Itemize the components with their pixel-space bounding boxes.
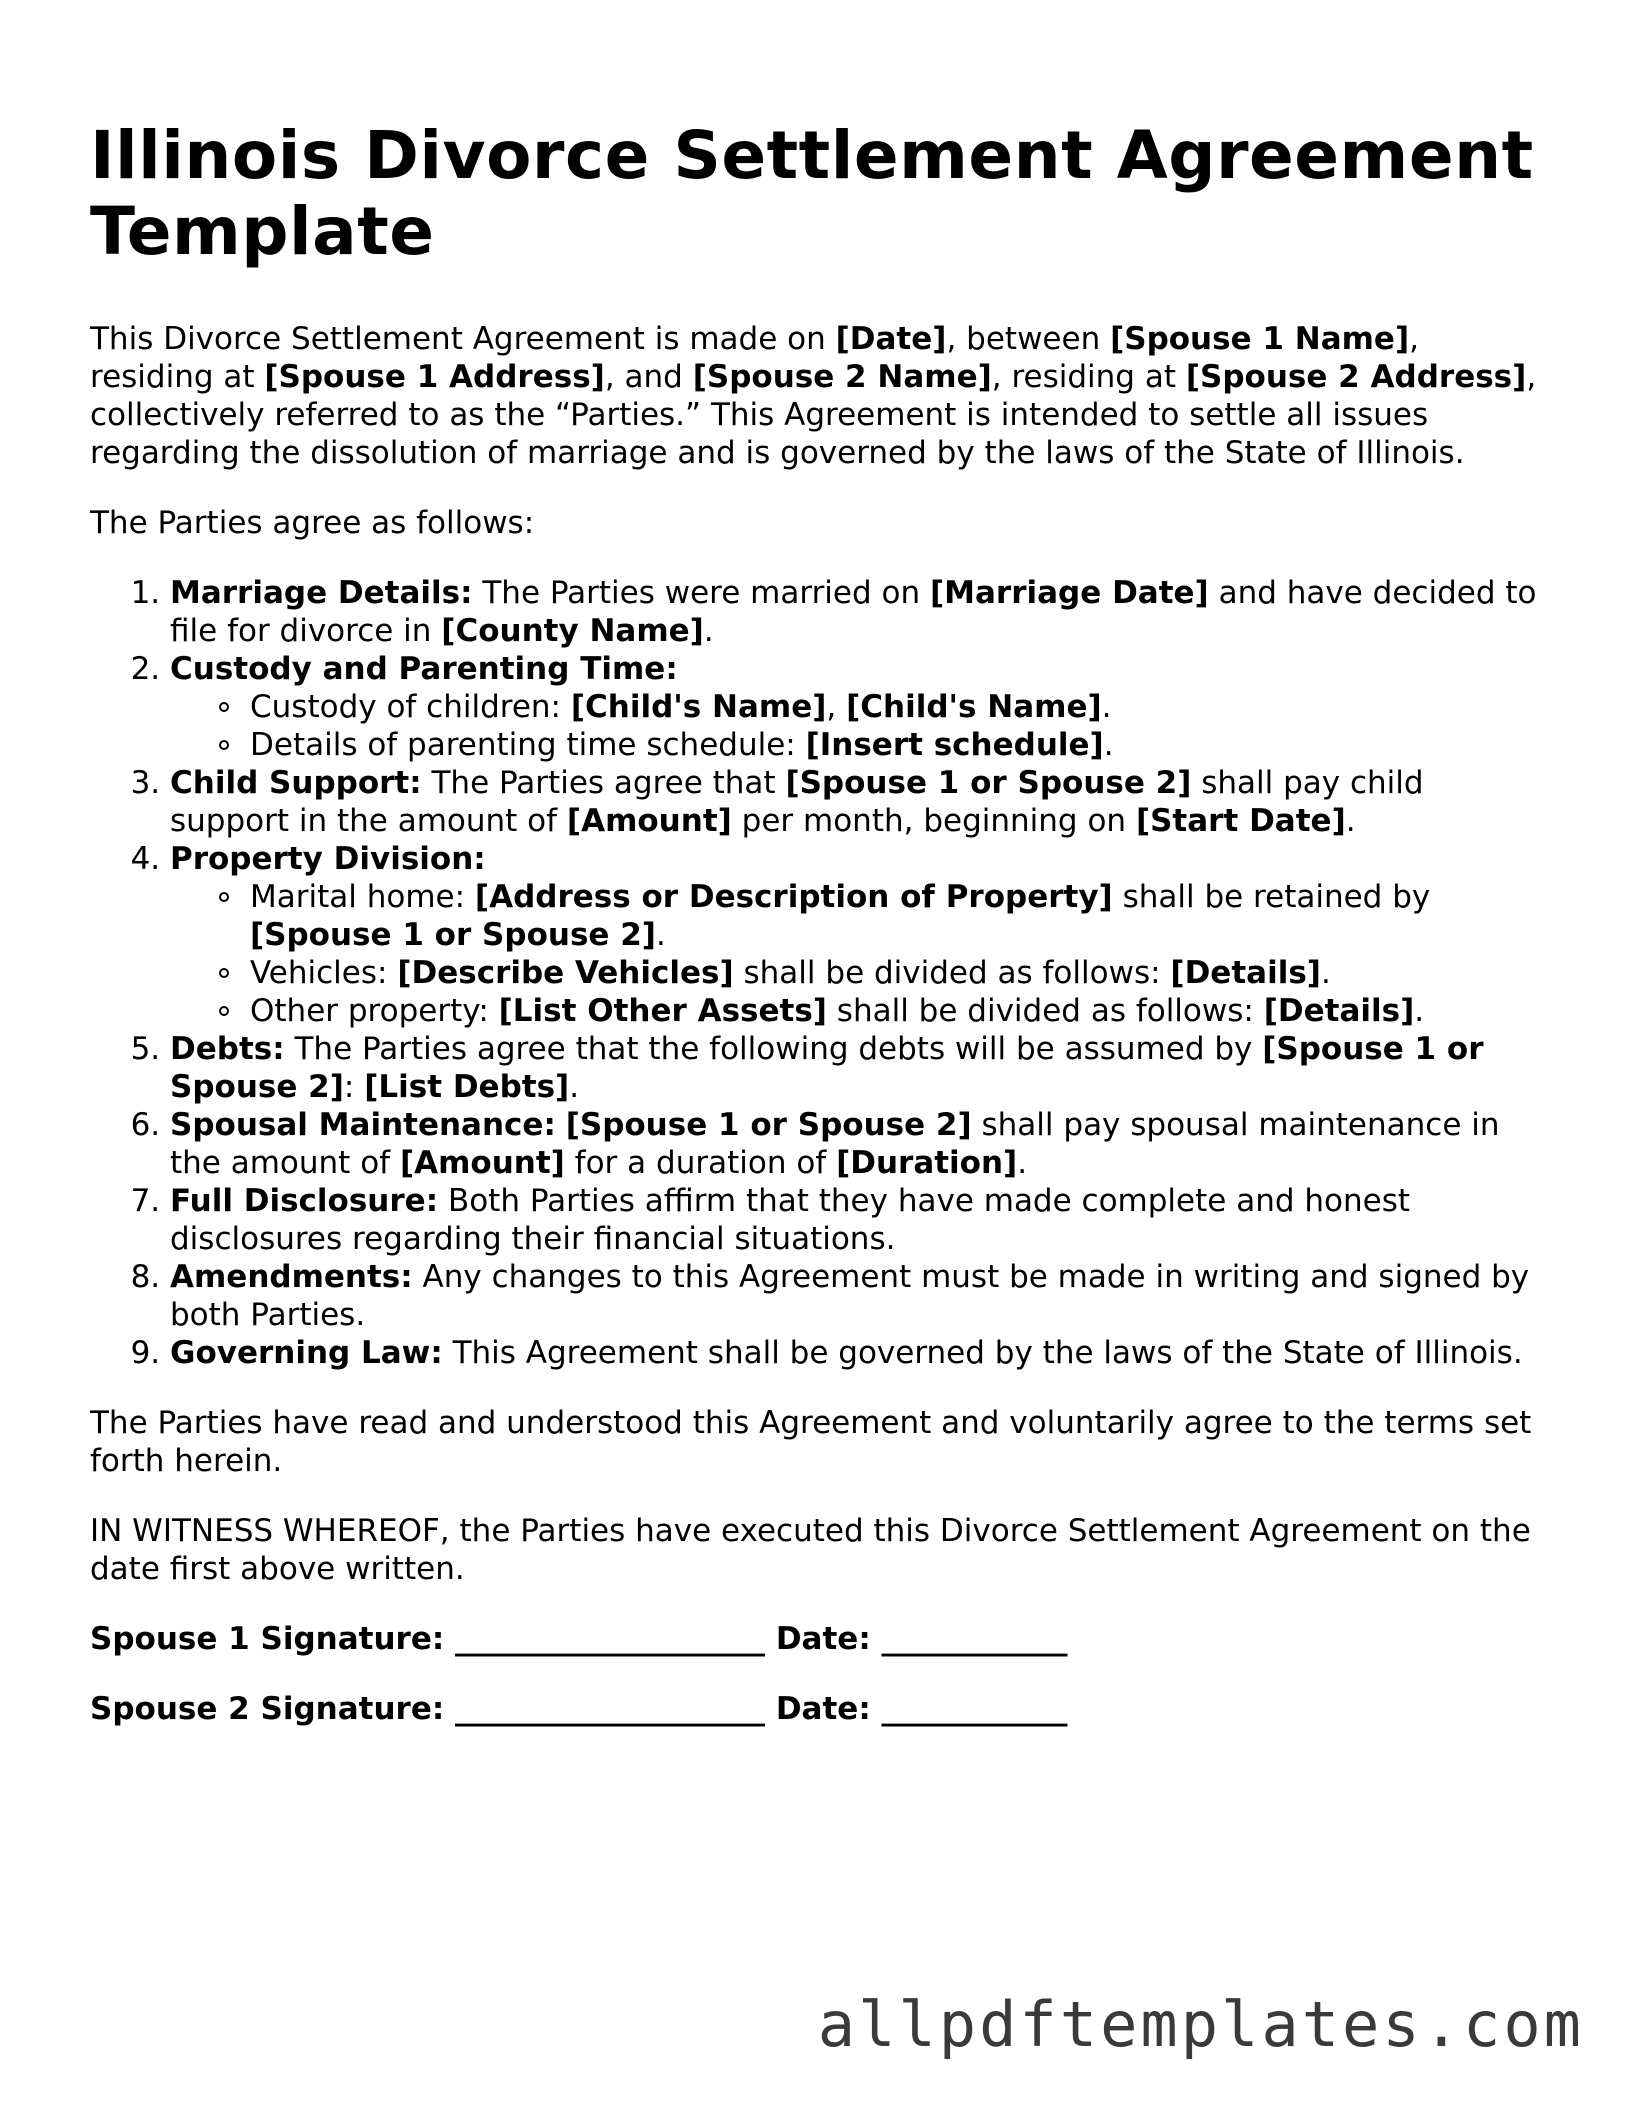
term-text: Marital home: <box>250 879 475 915</box>
assets-placeholder: [List Other Assets] <box>498 993 827 1029</box>
term-label: Full Disclosure: <box>170 1183 439 1219</box>
term-text: Other property: <box>250 993 499 1029</box>
child-name-placeholder: [Child's Name] <box>570 689 827 725</box>
spouse2-name-placeholder: [Spouse 2 Name] <box>692 359 992 395</box>
term-text: . <box>1101 689 1112 725</box>
amount-placeholder: [Amount] <box>566 803 732 839</box>
term-text: . <box>1017 1145 1028 1181</box>
sublist-item <box>250 878 1550 954</box>
term-text: . <box>1103 727 1114 763</box>
intro-text: , residing at <box>90 321 1419 395</box>
term-text: The Parties agree that the following debts will be assumed by <box>284 1031 1263 1067</box>
sublist-item <box>250 726 1550 764</box>
term-text: : <box>343 1069 365 1105</box>
term-text: Both Parties affirm that they have made complete and honest disclosures regarding their financial situations. <box>170 1183 1411 1257</box>
duration-placeholder: [Duration] <box>836 1145 1018 1181</box>
term-text: Custody of children: <box>250 689 571 725</box>
term-text: The Parties were married on <box>472 575 930 611</box>
term-text: Vehicles: <box>250 955 398 991</box>
spouse1-address-placeholder: [Spouse 1 Address] <box>264 359 605 395</box>
intro-paragraph <box>90 320 1550 472</box>
term-text: . <box>1414 993 1425 1029</box>
intro-text: , between <box>946 321 1111 357</box>
term-label: Marriage Details: <box>170 575 473 611</box>
spouse-placeholder: [Spouse 1 or Spouse 2] <box>250 917 656 953</box>
start-date-placeholder: [Start Date] <box>1135 803 1346 839</box>
term-debts <box>170 1030 1550 1106</box>
page-title: Illinois Divorce Settlement Agreement Template <box>90 117 1534 270</box>
term-governing-law <box>170 1334 1550 1372</box>
amount-placeholder: [Amount] <box>399 1145 565 1181</box>
witness-line: IN WITNESS WHEREOF, the Parties have executed this Divorce Settlement Agreement on the date first above written. <box>90 1513 1531 1587</box>
term-label: Governing Law: <box>170 1335 443 1371</box>
term-text: and have decided to file for divorce in <box>170 575 1537 649</box>
term-text <box>556 1107 566 1143</box>
spouse2-address-placeholder: [Spouse 2 Address] <box>1185 359 1527 395</box>
term-text: shall pay child support in the amount of <box>170 765 1424 839</box>
child-name-placeholder: [Child's Name] <box>846 689 1102 725</box>
sublist-item <box>250 688 1550 726</box>
details-placeholder: [Details] <box>1263 993 1415 1029</box>
read-line: The Parties have read and understood this Agreement and voluntarily agree to the terms set forth herein. <box>90 1405 1532 1479</box>
spouse1-signature-line[interactable]: Spouse 1 Signature: ____________________ Date: ____________ <box>90 1621 1068 1657</box>
sublist-item <box>250 992 1550 1030</box>
term-text: . <box>569 1069 580 1105</box>
payer-placeholder: [Spouse 1 or Spouse 2] <box>785 765 1192 801</box>
term-label: Child Support: <box>170 765 422 801</box>
property-placeholder: [Address or Description of Property] <box>474 879 1113 915</box>
sublist-item <box>250 954 1550 992</box>
intro-text: , collectively referred to as the “Parties.” This Agreement is intended to settle all issues regarding the dissolution of marriage and is governed by the laws of the State of Illinois. <box>90 359 1537 471</box>
term-label: Debts: <box>170 1031 285 1067</box>
term-text: shall pay spousal maintenance in the amount of <box>170 1107 1500 1181</box>
date-placeholder: [Date] <box>835 321 947 357</box>
term-label: Property Division: <box>170 841 486 877</box>
vehicles-placeholder: [Describe Vehicles] <box>397 955 734 991</box>
spouse-placeholder: [Spouse 1 or Spouse 2] <box>565 1107 972 1143</box>
intro-text: , residing at <box>991 359 1186 395</box>
spouse1-name-placeholder: [Spouse 1 Name] <box>1110 321 1410 357</box>
term-label: Amendments: <box>170 1259 413 1295</box>
term-marriage-details <box>170 574 1550 650</box>
custody-sublist <box>170 688 1550 764</box>
term-text: shall be retained by <box>1112 879 1431 915</box>
term-text: shall be divided as follows: <box>826 993 1264 1029</box>
term-text: . <box>655 917 666 953</box>
intro-text: This Divorce Settlement Agreement is made on <box>90 321 836 357</box>
intro-text: , and <box>604 359 693 395</box>
term-text: This Agreement shall be governed by the laws of the State of Illinois. <box>442 1335 1523 1371</box>
spouse2-signature-line[interactable]: Spouse 2 Signature: ____________________ Date: ____________ <box>90 1691 1068 1727</box>
marriage-date-placeholder: [Marriage Date] <box>930 575 1209 611</box>
spouse-placeholder: [Spouse 1 or Spouse 2] <box>170 1031 1484 1105</box>
term-amendments <box>170 1258 1550 1334</box>
schedule-placeholder: [Insert schedule] <box>805 727 1104 763</box>
term-text: Any changes to this Agreement must be made in writing and signed by both Parties. <box>170 1259 1530 1333</box>
term-spousal-maintenance <box>170 1106 1550 1182</box>
agree-line: The Parties agree as follows: <box>90 505 535 541</box>
terms-list <box>90 574 1550 1372</box>
document-content <box>90 118 1550 1760</box>
term-custody <box>170 650 1550 764</box>
term-text: , <box>826 689 847 725</box>
term-full-disclosure <box>170 1182 1550 1258</box>
term-label: Spousal Maintenance: <box>170 1107 556 1143</box>
term-text: . <box>703 613 714 649</box>
debts-placeholder: [List Debts] <box>364 1069 570 1105</box>
term-text: shall be divided as follows: <box>733 955 1171 991</box>
term-property-division <box>170 840 1550 1030</box>
details-placeholder: [Details] <box>1170 955 1321 991</box>
term-text: . <box>1320 955 1331 991</box>
term-text: for a duration of <box>564 1145 837 1181</box>
term-text: . <box>1345 803 1356 839</box>
term-child-support <box>170 764 1550 840</box>
property-sublist <box>170 878 1550 1030</box>
watermark: allpdftemplates.com <box>817 1988 1584 2061</box>
term-text: per month, beginning on <box>731 803 1136 839</box>
term-text: The Parties agree that <box>421 765 786 801</box>
county-placeholder: [County Name] <box>441 613 704 649</box>
term-text: Details of parenting time schedule: <box>250 727 806 763</box>
term-label: Custody and Parenting Time: <box>170 651 678 687</box>
